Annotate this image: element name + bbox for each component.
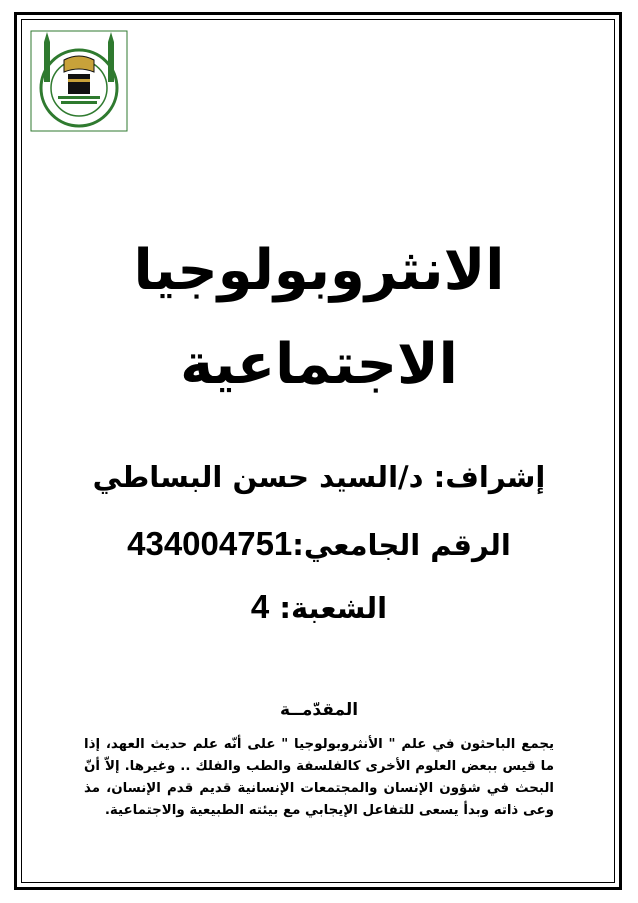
student-id-label: الرقم الجامعي: bbox=[292, 528, 511, 562]
title-line-1: الانثروبولوجيا bbox=[133, 238, 505, 303]
student-id-line bbox=[60, 525, 578, 563]
supervisor-line bbox=[60, 460, 578, 494]
student-id-value: 434004751 bbox=[127, 525, 293, 562]
university-seal-icon bbox=[30, 30, 128, 132]
section-label: الشعبة: bbox=[279, 591, 388, 625]
section-value: 4 bbox=[250, 588, 270, 625]
supervisor-label: إشراف: bbox=[433, 460, 546, 494]
section-line bbox=[60, 588, 578, 626]
introduction-paragraph: يجمع الباحثون في علم " الأنثروبولوجيا " على أنّه علم حديث العهد، إذا ما قيس ببعض العلوم الأخرى كالفلسفة والطب والفلك .. وغيرها. إلاّ أنّ البحث في شؤون الإنسان والمجتمعات الإنسانية قديم قدم الإنسان، مذ وعى ذاته وبدأ يسعى للتفاعل الإيجابي مع بيئته الطبيعية والاجتماعية. bbox=[84, 737, 554, 818]
title-line-2: الاجتماعية bbox=[180, 332, 458, 397]
supervisor-name: د/السيد حسن البساطي bbox=[92, 460, 424, 494]
introduction-heading: المقدّمــة bbox=[279, 700, 359, 720]
